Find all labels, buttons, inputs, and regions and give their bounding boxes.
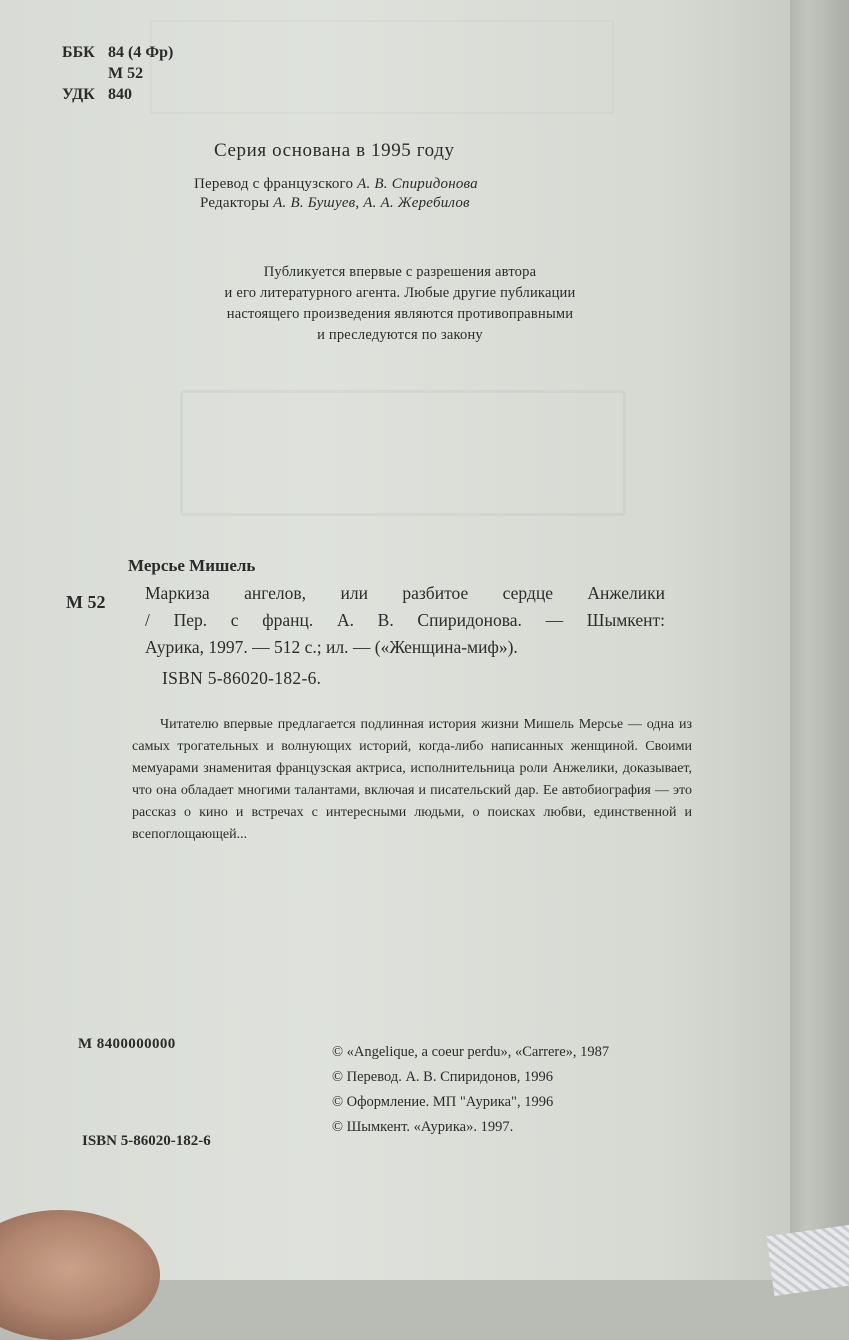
isbn-entry: ISBN 5-86020-182-6. xyxy=(162,668,322,688)
bib-line: / Пер. с франц. А. В. Спиридонова. — Шымкент: xyxy=(145,610,665,630)
editors-line xyxy=(200,195,470,212)
author-heading: Мерсье Мишель xyxy=(128,556,256,575)
bbk-label: ББК xyxy=(62,44,95,61)
udk-value: 840 xyxy=(108,86,132,103)
copyright-line: © Оформление. МП "Аурика", 1996 xyxy=(332,1094,554,1110)
bib-line: Маркиза ангелов, или разбитое сердце Анжелики xyxy=(145,583,665,603)
notice-line: настоящего произведения являются противоправными xyxy=(226,306,574,322)
copyright-line: © Перевод. А. В. Спиридонов, 1996 xyxy=(332,1069,554,1085)
series-line: Серия основана в 1995 году xyxy=(214,140,455,161)
copyright-line: © «Angelique, a coeur perdu», «Carrere», 1987 xyxy=(332,1044,610,1060)
rights-notice xyxy=(150,262,650,346)
author-mark: М 52 xyxy=(108,65,144,82)
classification-block xyxy=(62,42,173,105)
editors-prefix: Редакторы xyxy=(200,195,270,211)
notice-line: Публикуется впервые с разрешения автора xyxy=(263,264,537,280)
footer-isbn: ISBN 5-86020-182-6 xyxy=(82,1133,211,1149)
editors-names: А. В. Бушуев, А. А. Жеребилов xyxy=(273,195,470,211)
translation-prefix: Перевод с французского xyxy=(194,176,354,192)
bbk-value: 84 (4 Фр) xyxy=(108,44,174,61)
paper-corner xyxy=(766,1224,849,1296)
annotation xyxy=(132,714,692,846)
bib-line: Аурика, 1997. — 512 с.; ил. — («Женщина-миф»). xyxy=(145,637,518,657)
annotation-text: Читателю впервые предлагается подлинная история жизни Мишель Мерсье — одна из самых трогательных и волнующих историй, когда-либо написанных женщиной. Своими мемуарами знаменитая французская актриса, исполнительница роли Анжелики, доказывает, что она обладает многими талантами, включая и писательский дар. Ее автобиография — это рассказ о кино и встречах с интересными людьми, о поисках любви, единственной и всепоглощающей... xyxy=(132,717,692,842)
page-edge xyxy=(790,0,849,1280)
translator-name: А. В. Спиридонова xyxy=(357,176,478,192)
notice-line: и преследуются по закону xyxy=(317,327,483,343)
notice-line: и его литературного агента. Любые другие публикации xyxy=(224,285,576,301)
show-through-shadow-top xyxy=(150,20,614,114)
show-through-shadow xyxy=(180,390,626,516)
m-code: М 8400000000 xyxy=(78,1036,176,1052)
catalog-code: М 52 xyxy=(66,592,106,612)
udk-label: УДК xyxy=(62,86,95,103)
bibliographic-description xyxy=(145,580,665,661)
translation-line xyxy=(194,176,478,193)
copyright-line: © Шымкент. «Аурика». 1997. xyxy=(332,1119,514,1135)
copyright-block xyxy=(332,1040,609,1140)
